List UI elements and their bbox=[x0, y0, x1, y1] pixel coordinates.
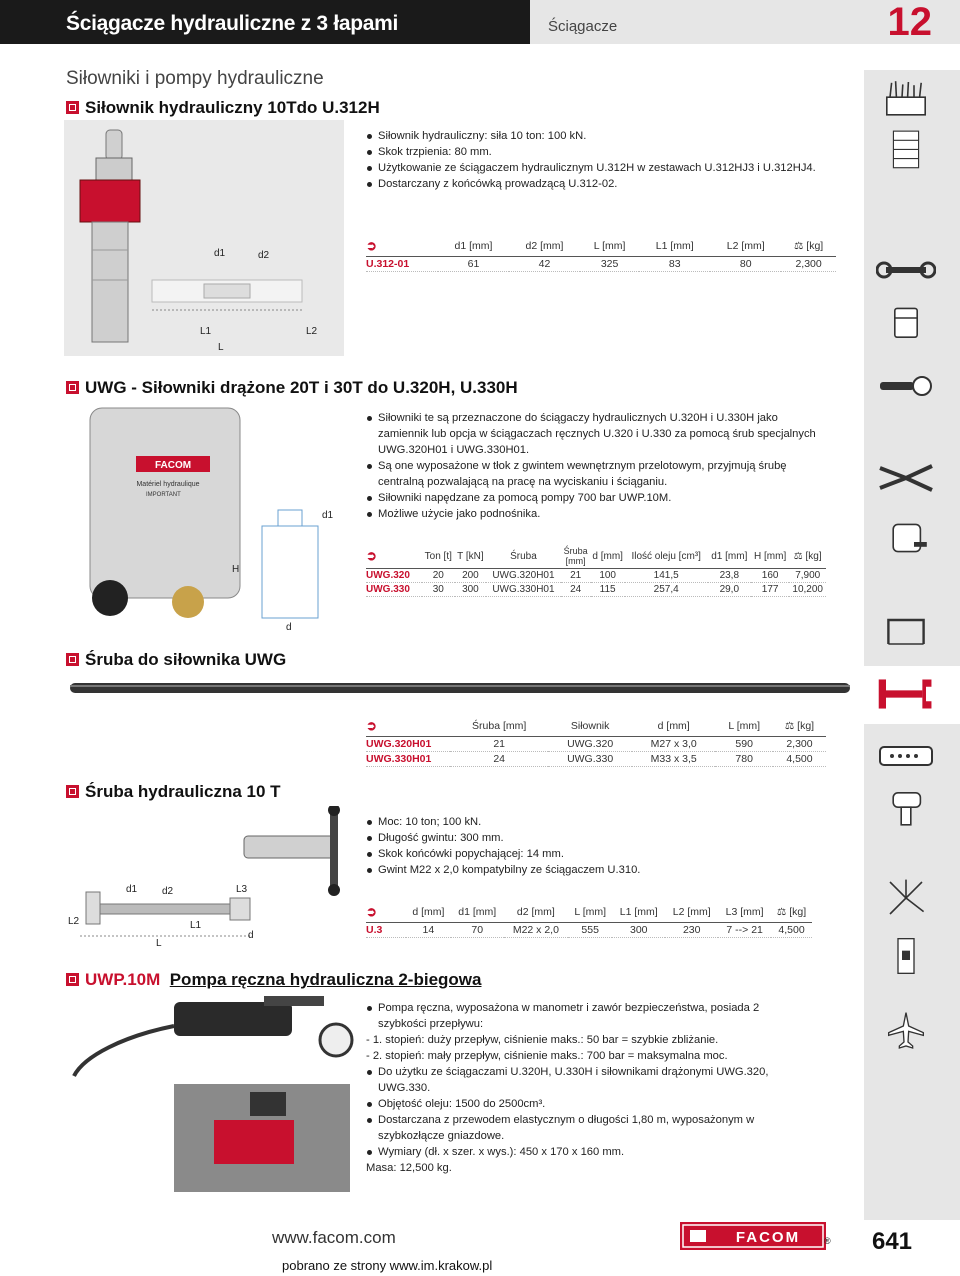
col-header: L1 [mm] bbox=[655, 240, 694, 252]
table-row: UWG.320 20 200 UWG.320H01 21 100 141,5 23,8 160 7,900 bbox=[366, 569, 826, 583]
label-L: L bbox=[156, 938, 162, 949]
bullet-item: Moc: 10 ton; 100 kN. bbox=[366, 814, 826, 830]
label-d: d bbox=[286, 622, 292, 633]
col-header: d1 [mm] bbox=[711, 550, 748, 562]
ratchet-icon[interactable] bbox=[876, 366, 936, 406]
col-header: L [mm] bbox=[593, 240, 626, 252]
col-header: d [mm] bbox=[592, 550, 623, 562]
bullet-item: Możliwe użycie jako podnośnika. bbox=[366, 506, 826, 522]
bullet-item: Do użytku ze ściągaczami U.320H, U.330H i siłownikami drążonymi UWG.320, UWG.330. bbox=[366, 1064, 806, 1096]
svg-text:FACOM: FACOM bbox=[154, 460, 192, 471]
label-d: d bbox=[248, 930, 254, 941]
bullet-item: Siłownik hydrauliczny: siła 10 ton: 100 kN. bbox=[366, 128, 846, 144]
facom-logo bbox=[680, 1222, 830, 1252]
spark-icon[interactable] bbox=[876, 878, 936, 918]
bullet-list-hydraulic-screw bbox=[366, 814, 826, 878]
reference-arrow-icon: ➲ bbox=[366, 548, 377, 563]
table-row: U.3 14 70 M22 x 2,0 555 300 230 7 --> 21 4,500 bbox=[366, 923, 812, 938]
svg-text:Matériel hydraulique: Matériel hydraulique bbox=[136, 481, 200, 488]
col-header: d [mm] bbox=[412, 906, 445, 918]
weight-icon: ⚖ bbox=[793, 550, 803, 562]
wrench-icon[interactable] bbox=[876, 250, 936, 290]
bullet-item: Objętość oleju: 1500 do 2500cm³. bbox=[366, 1096, 806, 1112]
bullet-item: Dostarczany z końcówką prowadzącą U.312-02. bbox=[366, 176, 846, 192]
label-d2: d2 bbox=[258, 250, 270, 261]
bullet-item: Siłowniki te są przeznaczone do ściągaczy hydraulicznych U.320H i U.330H jako zamiennik lub opcja w ściągaczach ręcznych U.320 i U.330 za pomocą śrub specjalnych UWG.320H01 i UWG.330H01. bbox=[366, 410, 826, 458]
spec-table-hydraulic-screw bbox=[366, 902, 812, 938]
product-heading-hydraulic-screw bbox=[66, 782, 281, 802]
product-title: Śruba do siłownika UWG bbox=[85, 650, 287, 669]
impact-wrench-icon[interactable] bbox=[876, 788, 936, 828]
reference-arrow-icon: ➲ bbox=[366, 904, 377, 919]
bullet-list-u312 bbox=[366, 128, 846, 192]
label-L1: L1 bbox=[190, 920, 202, 931]
product-heading-uwg bbox=[66, 378, 518, 398]
section-title: Siłowniki i pompy hydrauliczne bbox=[66, 68, 324, 89]
reference-arrow-icon: ➲ bbox=[366, 718, 377, 733]
drawer-icon[interactable] bbox=[876, 130, 936, 170]
bullet-list-uwg bbox=[366, 410, 826, 522]
heading-square-icon bbox=[66, 381, 79, 394]
col-header: L2 [mm] bbox=[672, 906, 711, 918]
table-row: U.312-01 61 42 325 83 80 2,300 bbox=[366, 257, 836, 272]
col-header: d1 [mm] bbox=[454, 240, 493, 252]
heading-square-icon bbox=[66, 653, 79, 666]
col-header: T [kN] bbox=[457, 550, 484, 562]
bullet-item: Masa: 12,500 kg. bbox=[366, 1162, 452, 1174]
registered-mark-icon: ® bbox=[824, 1236, 831, 1246]
product-title: Śruba hydrauliczna 10 T bbox=[85, 782, 281, 801]
label-d2: d2 bbox=[162, 886, 174, 897]
col-header: Ton [t] bbox=[424, 550, 452, 562]
col-header: d2 [mm] bbox=[516, 906, 555, 918]
socket-icon[interactable] bbox=[876, 302, 936, 342]
label-L2: L2 bbox=[306, 326, 318, 337]
multimeter-icon[interactable] bbox=[876, 736, 936, 776]
footer-source-link[interactable]: pobrano ze strony www.im.krakow.pl bbox=[282, 1258, 493, 1273]
bullet-item: Skok trzpienia: 80 mm. bbox=[366, 144, 846, 160]
product-title: UWG - Siłowniki drążone 20T i 30T do U.320H, U.330H bbox=[85, 378, 518, 397]
pliers-icon[interactable] bbox=[876, 458, 936, 498]
label-L2: L2 bbox=[68, 916, 80, 927]
label-d1: d1 bbox=[126, 884, 138, 895]
heading-square-icon bbox=[66, 101, 79, 114]
col-header-weight: ⚖ [kg] bbox=[784, 720, 815, 732]
col-header: d2 [mm] bbox=[525, 240, 564, 252]
svg-text:IMPORTANT: IMPORTANT bbox=[146, 492, 181, 498]
threaded-rod-image bbox=[66, 676, 856, 700]
weight-icon: ⚖ bbox=[784, 720, 795, 732]
col-header: Siłownik bbox=[570, 720, 610, 732]
label-d1: d1 bbox=[322, 510, 334, 521]
bullet-item: Skok końcówki popychającej: 14 mm. bbox=[366, 846, 826, 862]
bullet-item: Użytkowanie ze ściągaczem hydraulicznym U.312H w zestawach U.312HJ3 i U.312HJ4. bbox=[366, 160, 846, 176]
col-header: d1 [mm] bbox=[458, 906, 497, 918]
col-header: L [mm] bbox=[574, 906, 607, 918]
hollow-cylinder-image bbox=[70, 398, 350, 634]
airplane-icon[interactable] bbox=[876, 1010, 936, 1050]
page-subtitle: Ściągacze bbox=[548, 18, 618, 35]
hacksaw-icon[interactable] bbox=[876, 612, 936, 652]
product-code: UWP.10M bbox=[85, 970, 161, 989]
bullet-item: Długość gwintu: 300 mm. bbox=[366, 830, 826, 846]
heading-square-icon bbox=[66, 973, 79, 986]
bullet-item: Pompa ręczna, wyposażona w manometr i zawór bezpieczeństwa, posiada 2 szybkości przepływu: bbox=[366, 1000, 806, 1032]
col-header: L3 [mm] bbox=[725, 906, 764, 918]
footer-url-link[interactable]: www.facom.com bbox=[272, 1228, 396, 1247]
product-heading-u312 bbox=[66, 98, 380, 118]
spec-table-screw bbox=[366, 716, 826, 767]
label-H: H bbox=[232, 564, 240, 575]
label-L1: L1 bbox=[200, 326, 212, 337]
label-L: L bbox=[218, 342, 224, 353]
reference-arrow-icon: ➲ bbox=[366, 238, 377, 253]
spec-table-uwg bbox=[366, 544, 826, 597]
col-header-weight: ⚖ [kg] bbox=[776, 906, 807, 918]
col-header-weight: ⚖ [kg] bbox=[793, 550, 822, 562]
breaker-icon[interactable] bbox=[876, 936, 936, 976]
product-title: Pompa ręczna hydrauliczna 2-biegowa bbox=[169, 970, 482, 989]
spec-table-u312 bbox=[366, 236, 836, 272]
bullet-item: Siłowniki napędzane za pomocą pompy 700 bar UWP.10M. bbox=[366, 490, 826, 506]
page-title: Ściągacze hydrauliczne z 3 łapami bbox=[66, 12, 399, 35]
category-rail bbox=[864, 70, 960, 1220]
col-header: L1 [mm] bbox=[619, 906, 658, 918]
table-row: UWG.330H01 24 UWG.330 M33 x 3,5 780 4,500 bbox=[366, 752, 826, 767]
bullet-item: - 1. stopień: duży przepływ, ciśnienie maks.: 50 bar = szybkie zbliżanie. bbox=[366, 1034, 719, 1046]
col-header: d [mm] bbox=[657, 720, 690, 732]
svg-text:FACOM: FACOM bbox=[735, 1229, 801, 1246]
toolbox-icon[interactable] bbox=[876, 78, 936, 118]
puller-icon[interactable] bbox=[876, 674, 936, 714]
label-L3: L3 bbox=[236, 884, 248, 895]
page-number: 641 bbox=[871, 1228, 913, 1255]
col-header: Ilość oleju [cm³] bbox=[631, 550, 701, 562]
weight-icon: ⚖ bbox=[793, 240, 804, 252]
product-heading-screw bbox=[66, 650, 286, 670]
hand-pump-image bbox=[64, 996, 354, 1196]
col-header: Śruba [mm] bbox=[563, 546, 588, 566]
bullet-item: Gwint M22 x 2,0 kompatybilny ze ściągaczem U.310. bbox=[366, 862, 826, 878]
bullet-item: Dostarczana z przewodem elastycznym o długości 1,80 m, wyposażonym w szybkozłącze gniazdowe. bbox=[366, 1112, 806, 1144]
col-header: Śruba [mm] bbox=[472, 720, 527, 732]
table-row: UWG.320H01 21 UWG.320 M27 x 3,0 590 2,300 bbox=[366, 737, 826, 752]
col-header: L2 [mm] bbox=[726, 240, 765, 252]
col-header: L [mm] bbox=[728, 720, 761, 732]
product-title: Siłownik hydrauliczny 10Tdo U.312H bbox=[85, 98, 380, 117]
chapter-number: 12 bbox=[887, 0, 932, 44]
col-header-weight: ⚖ [kg] bbox=[793, 240, 824, 252]
bullet-list-pump bbox=[366, 1000, 806, 1176]
bullet-item: - 2. stopień: mały przepływ, ciśnienie maks.: 700 bar = maksymalna moc. bbox=[366, 1050, 728, 1062]
product-heading-pump bbox=[66, 970, 481, 990]
bullet-item: Są one wyposażone w tłok z gwintem wewnętrznym przelotowym, przyjmują śrubę centralną pozwalającą na pracę na wyciskaniu i ściąganiu. bbox=[366, 458, 826, 490]
cylinder-image bbox=[64, 120, 344, 356]
weight-icon: ⚖ bbox=[776, 906, 787, 918]
heading-square-icon bbox=[66, 785, 79, 798]
chapter-box bbox=[850, 0, 960, 44]
col-header: H [mm] bbox=[754, 550, 787, 562]
label-d1: d1 bbox=[214, 248, 226, 259]
tape-measure-icon[interactable] bbox=[876, 518, 936, 558]
table-row: UWG.330 30 300 UWG.330H01 24 115 257,4 29,0 177 10,200 bbox=[366, 583, 826, 597]
col-header: Śruba bbox=[510, 550, 537, 562]
hydraulic-screw-image bbox=[80, 806, 360, 956]
bullet-item: Wymiary (dł. x szer. x wys.): 450 x 170 x 160 mm. bbox=[366, 1144, 806, 1160]
